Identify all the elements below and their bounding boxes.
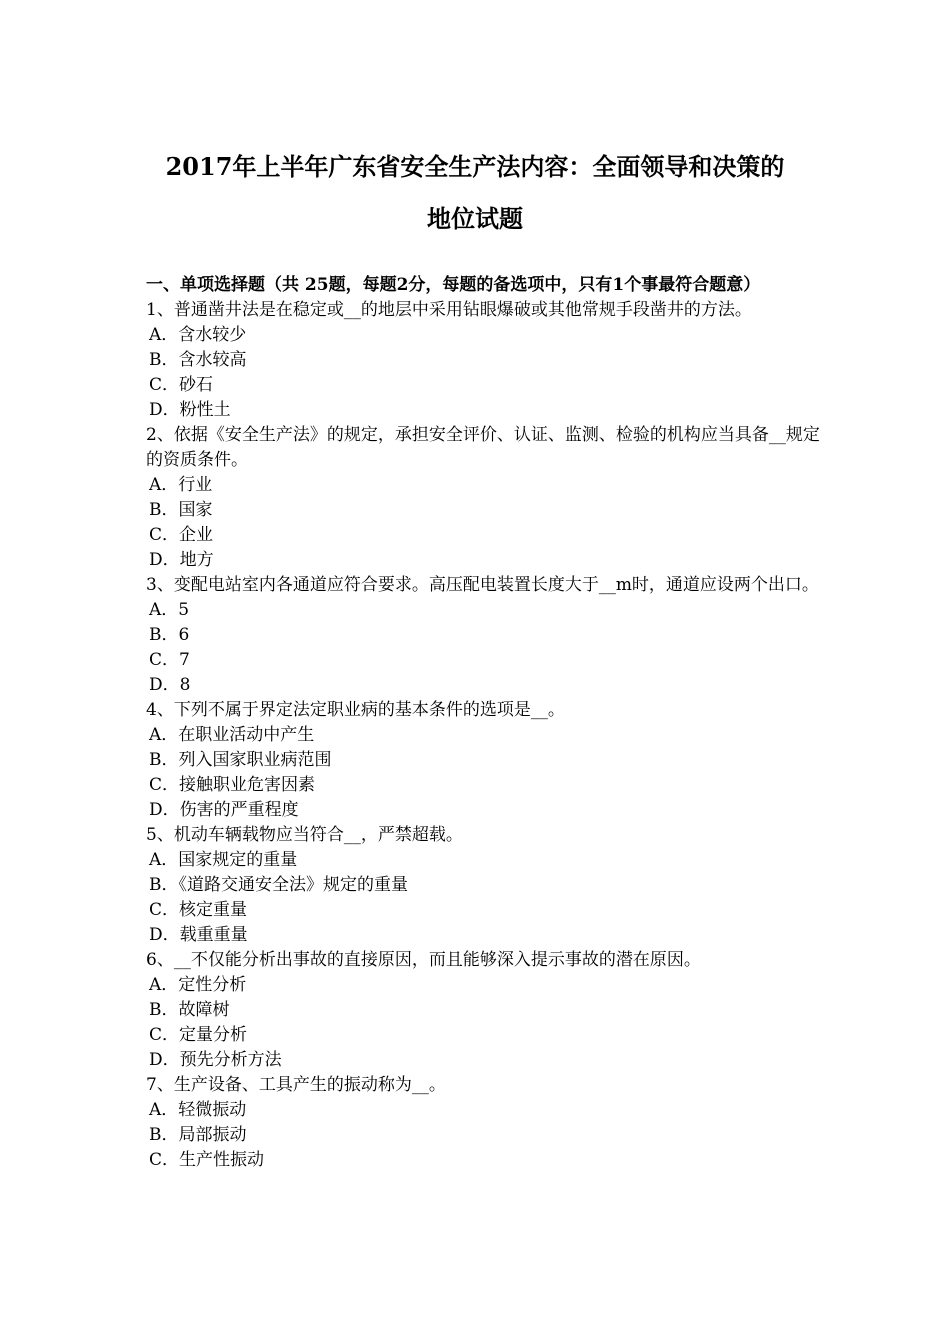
option-c: C．核定重量 [149, 900, 248, 920]
option-a: A．5 [149, 600, 190, 620]
question-1 [146, 298, 826, 423]
option-b: B．含水较高 [149, 350, 247, 370]
option-d: D．预先分析方法 [149, 1050, 282, 1070]
question-text: 6、__不仅能分析出事故的直接原因，而且能够深入提示事故的潜在原因。 [146, 950, 701, 970]
option-d: D．粉性土 [149, 400, 231, 420]
option-d: D．伤害的严重程度 [149, 800, 299, 820]
option-c: C．定量分析 [149, 1025, 248, 1045]
question-7 [146, 1073, 826, 1173]
option-a: A．国家规定的重量 [149, 850, 298, 870]
option-c: C．企业 [149, 525, 214, 545]
question-text: 2、依据《安全生产法》的规定，承担安全评价、认证、监测、检验的机构应当具备__规定的资质条件。 [146, 425, 820, 470]
question-text: 7、生产设备、工具产生的振动称为__。 [146, 1075, 446, 1095]
option-c: C．接触职业危害因素 [149, 775, 316, 795]
option-a: A．含水较少 [149, 325, 247, 345]
option-c: C．7 [149, 650, 190, 670]
question-text: 1、普通凿井法是在稳定或__的地层中采用钻眼爆破或其他常规手段凿井的方法。 [146, 300, 752, 320]
document-title-line-2: 地位试题 [427, 204, 523, 233]
document-title-line-1: 2017年上半年广东省安全生产法内容：全面领导和决策的 [165, 152, 785, 181]
question-text: 4、下列不属于界定法定职业病的基本条件的选项是__。 [146, 700, 565, 720]
option-d: D．地方 [149, 550, 214, 570]
option-b: B．列入国家职业病范围 [149, 750, 332, 770]
option-c: C．砂石 [149, 375, 214, 395]
question-text: 3、变配电站室内各通道应符合要求。高压配电装置长度大于__m时，通道应设两个出口。 [146, 575, 819, 595]
option-a: A．行业 [149, 475, 213, 495]
option-b: B．局部振动 [149, 1125, 247, 1145]
question-2 [146, 423, 826, 573]
question-5 [146, 823, 826, 948]
option-a: A．在职业活动中产生 [149, 725, 315, 745]
option-b: B．国家 [149, 500, 213, 520]
question-text: 5、机动车辆载物应当符合__，严禁超载。 [146, 825, 463, 845]
option-b: B．6 [149, 625, 190, 645]
document-body [146, 273, 826, 1173]
question-6 [146, 948, 826, 1073]
section-heading: 一、单项选择题（共 25题，每题2分，每题的备选项中，只有1个事最符合题意） [146, 275, 761, 295]
question-3 [146, 573, 826, 698]
option-d: D．8 [149, 675, 191, 695]
option-b: B．《道路交通安全法》规定的重量 [149, 875, 408, 895]
option-a: A．定性分析 [149, 975, 247, 995]
question-4 [146, 698, 826, 823]
option-a: A．轻微振动 [149, 1100, 247, 1120]
option-c: C．生产性振动 [149, 1150, 265, 1170]
option-b: B．故障树 [149, 1000, 230, 1020]
option-d: D．载重重量 [149, 925, 248, 945]
